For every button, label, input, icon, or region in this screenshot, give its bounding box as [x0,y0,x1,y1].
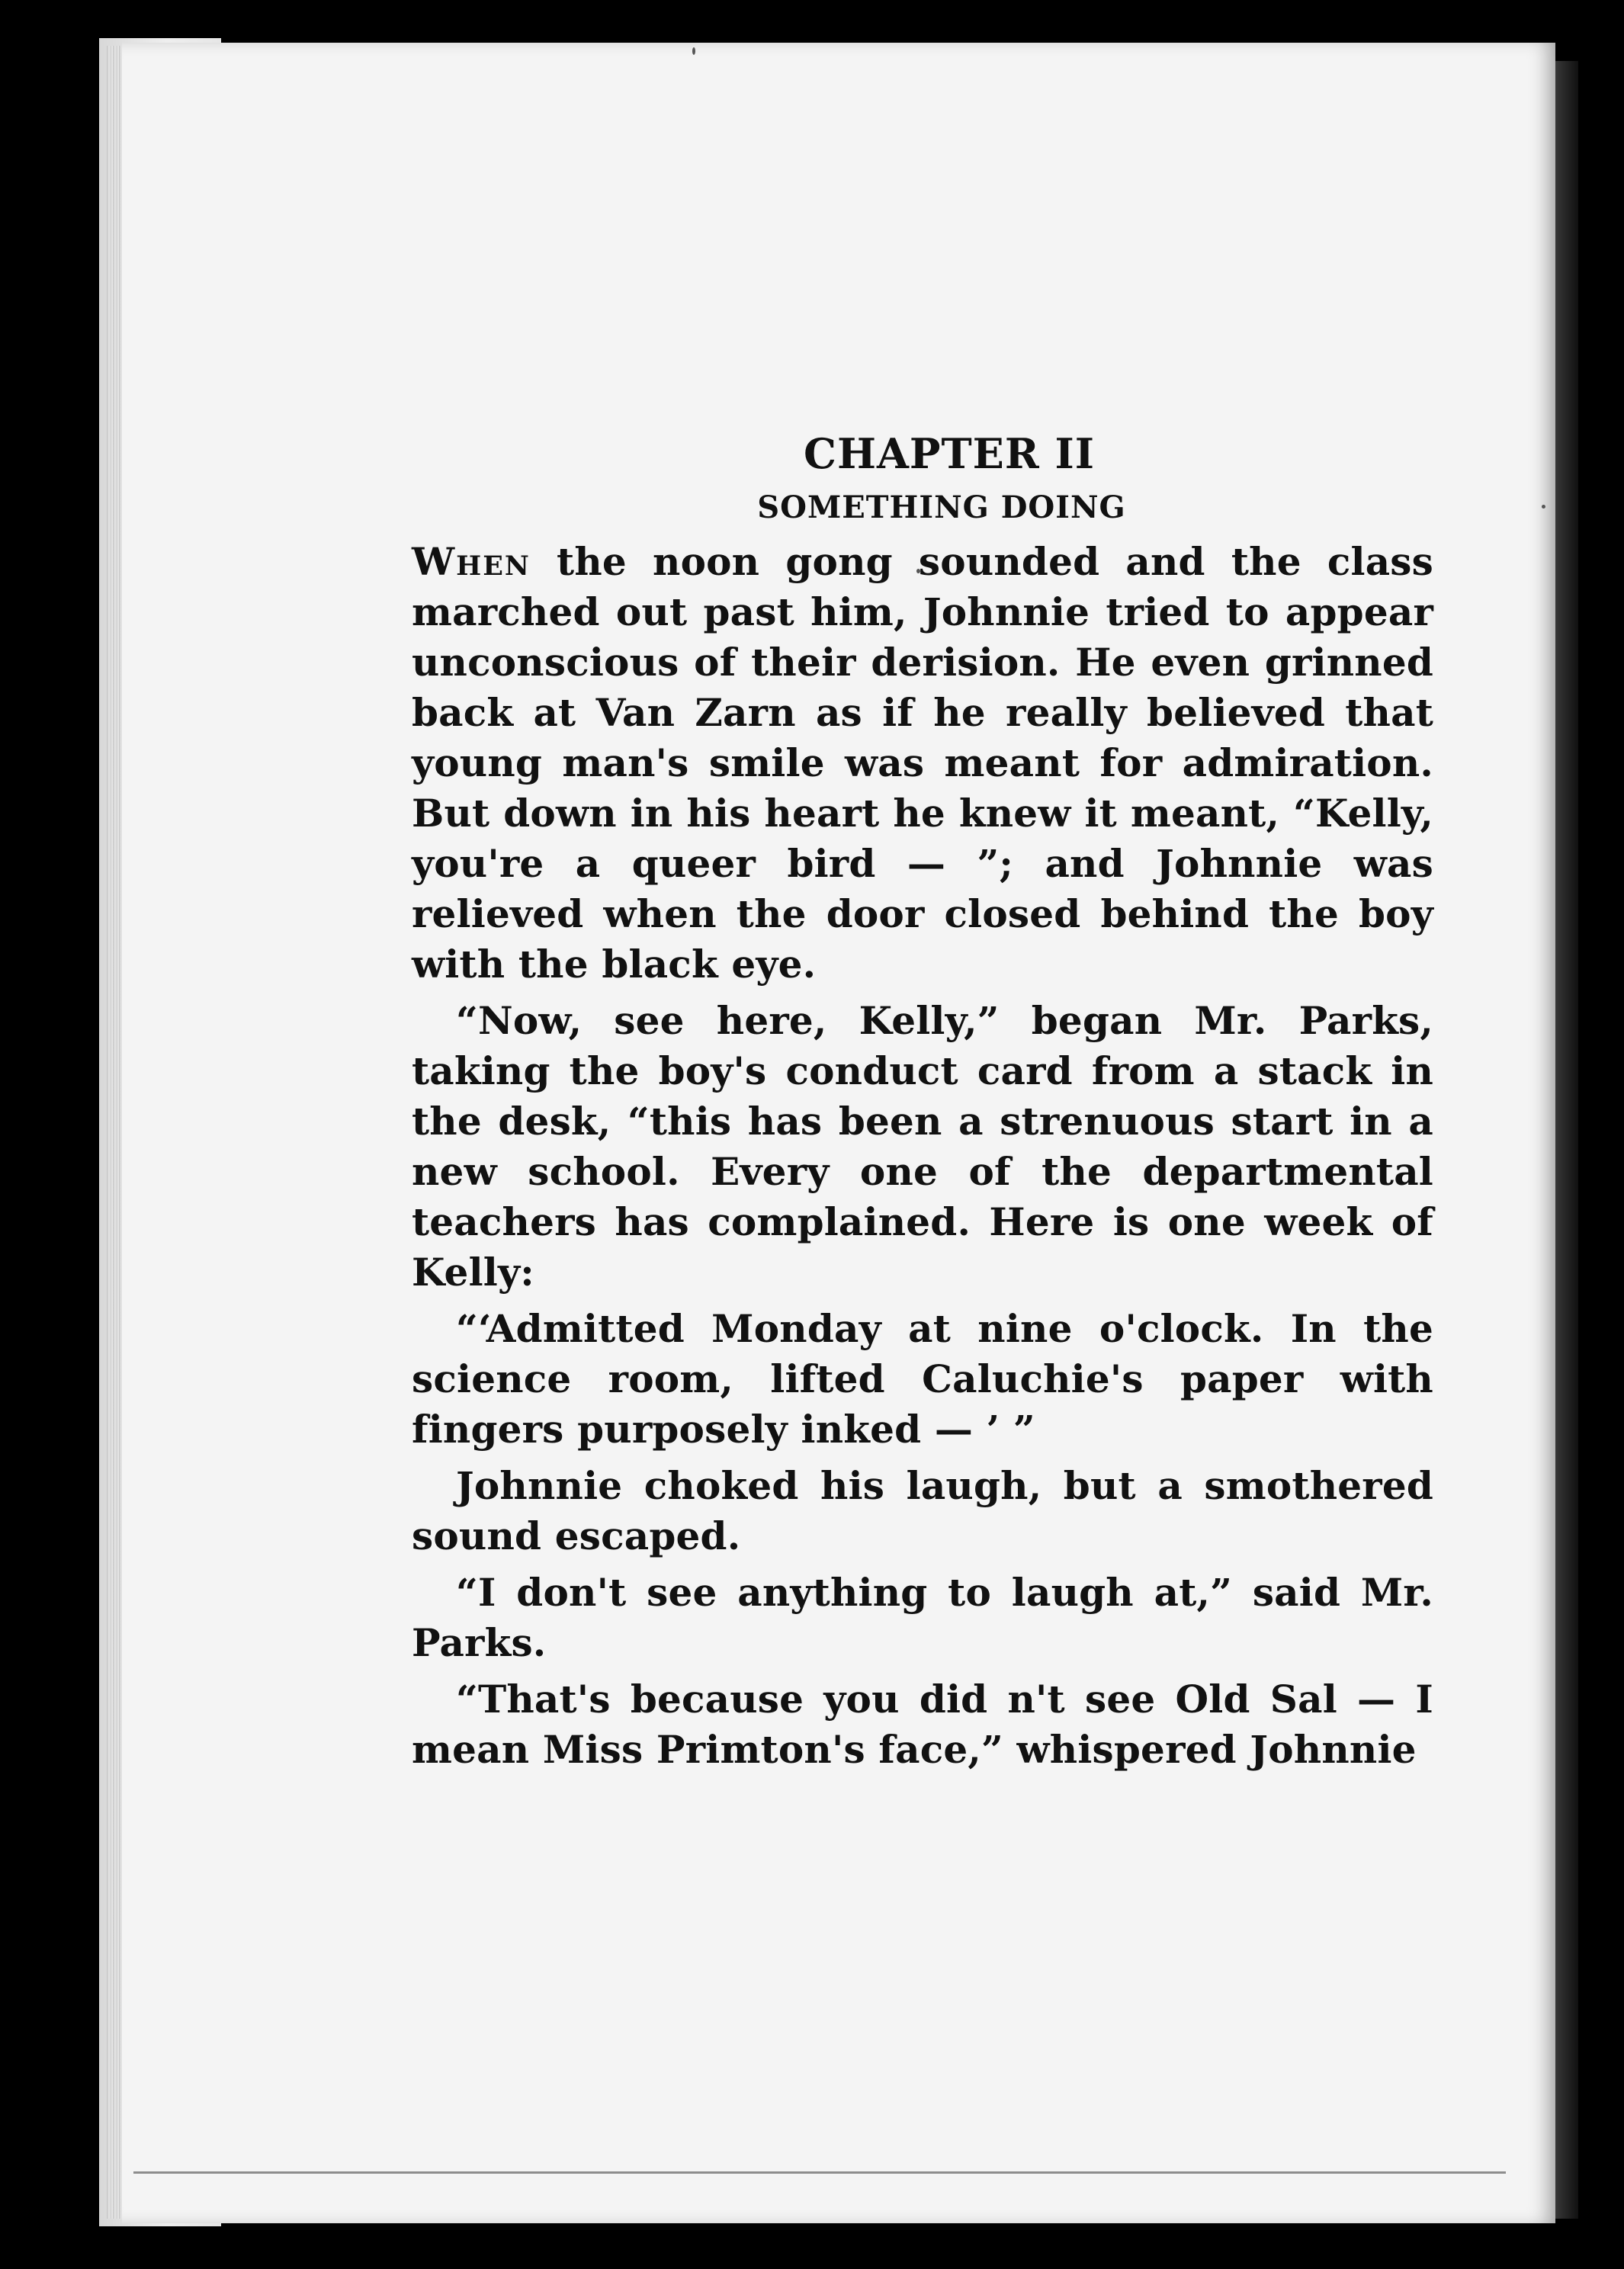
page-text [412,427,1433,1781]
paragraph: Johnnie choked his laugh, but a smothered sound escaped. [412,1463,1433,1558]
scan-speck [1542,505,1545,509]
chapter-title: CHAPTER II [803,429,1096,478]
paragraph: “That's because you did n't see Old Sal — I mean Miss Primton's face,” whispered Johnnie [412,1677,1433,1772]
bottom-rule [133,2171,1506,2174]
paragraph-lead-word: When [412,539,531,584]
paragraph: “‘Admitted Monday at nine o'clock. In the science room, lifted Caluchie's paper with fingers purposely inked — ’ ” [412,1306,1433,1452]
paragraph: “I don't see anything to laugh at,” said Mr. Parks. [412,1570,1433,1665]
paragraph [412,537,1433,990]
scan-speck [692,47,695,55]
chapter-subtitle: SOMETHING DOING [757,489,1126,525]
paragraph-text: the noon gong sounded and the class marched out past him, Johnnie tried to appear unconscious of their derision. He even grinned back at Van Zarn as if he really believed that young man's smile was meant for admiration. But down in his heart he knew it meant, “Kelly, you're a queer bird — ”; and Johnnie was relieved when the door closed behind the boy with the black eye. [412,539,1433,987]
paragraph: “Now, see here, Kelly,” began Mr. Parks, taking the boy's conduct card from a stack in the desk, “this has been a strenuous start in a new school. Every one of the departmental teachers has complained. Here is one week of Kelly: [412,998,1433,1295]
